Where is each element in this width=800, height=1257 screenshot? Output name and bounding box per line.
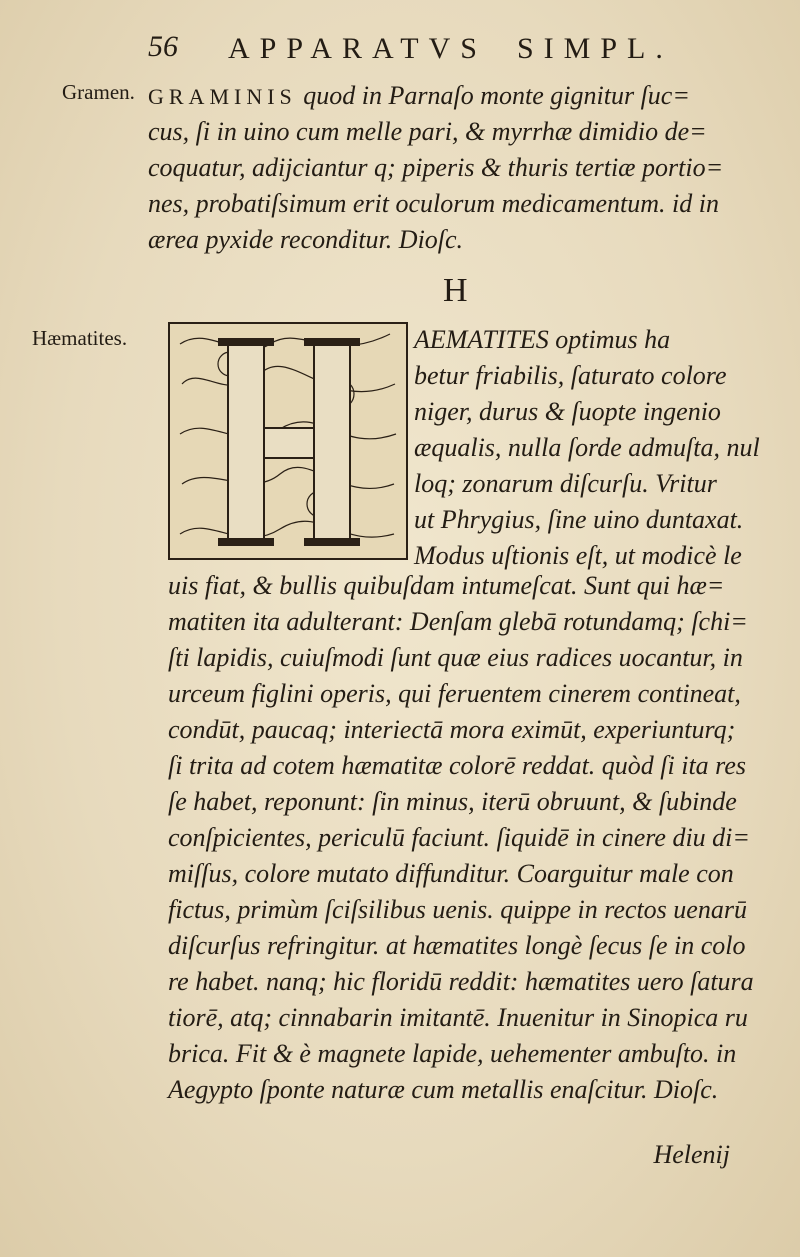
text-line: diſcurſus refringitur. at hæmatites longè ſecus ſe in colo <box>168 931 746 960</box>
text-line: ſe habet, reponunt: ſin minus, iterū obruunt, & ſubinde <box>168 787 737 816</box>
text-line: betur friabilis, ſaturato colore <box>414 361 727 390</box>
text-line: GRAMINIS quod in Parnaſo monte gignitur ſuc= <box>148 81 690 110</box>
section-initial: H <box>443 272 468 309</box>
text-line: æqualis, nulla ſorde admuſta, nul <box>414 433 760 462</box>
text-line: re habet. nanq; hic floridū reddit: hæmatites uero ſatura <box>168 967 754 996</box>
text-line: uis fiat, & bullis quibuſdam intumeſcat. Sunt qui hæ= <box>168 571 725 600</box>
text-line: tiorē, atq; cinnabarin imitantē. Inuenitur in Sinopica ru <box>168 1003 748 1032</box>
text-line: ut Phrygius, ſine uino duntaxat. <box>414 505 744 534</box>
small-caps-lead: GRAMINIS <box>148 84 297 109</box>
text-line: ſti lapidis, cuiuſmodi ſunt quæ eius radices uocantur, in <box>168 643 743 672</box>
text-line: matiten ita adulterant: Denſam glebā rotundamq; ſchi= <box>168 607 748 636</box>
text-line: condūt, paucaq; interiectā mora eximūt, experiunturq; <box>168 715 736 744</box>
text-line: Modus uſtionis eſt, ut modicè le <box>414 541 742 570</box>
running-head <box>228 32 703 66</box>
running-head-word-1: APPARATVS <box>228 32 487 65</box>
text-line: Aegypto ſponte naturæ cum metallis enaſcitur. Dioſc. <box>168 1075 719 1104</box>
paragraph-gramen <box>148 78 778 258</box>
text-line: nes, probatiſsimum erit oculorum medicamentum. id in <box>148 189 719 218</box>
decorated-initial-svg <box>170 324 406 558</box>
text-line: brica. Fit & è magnete lapide, uehementer ambuſto. in <box>168 1039 737 1068</box>
text-line: niger, durus & ſuopte ingenio <box>414 397 721 426</box>
decorated-initial-h-image <box>168 322 408 560</box>
text-line: coquatur, adijciantur q; piperis & thuris tertiæ portio= <box>148 153 724 182</box>
page-number: 56 <box>148 30 178 63</box>
paragraph-haematites <box>168 568 778 1108</box>
text-line: miſſus, colore mutato diffunditur. Coarguitur male con <box>168 859 734 888</box>
text-line: loq; zonarum diſcurſu. Vritur <box>414 469 717 498</box>
text-line: ſi trita ad cotem hæmatitæ colorē reddat. quòd ſi ita res <box>168 751 746 780</box>
text-line: urceum figlini operis, qui feruentem cinerem contineat, <box>168 679 741 708</box>
catchword: Helenij <box>653 1140 730 1169</box>
paragraph-haematites-beside-initial <box>414 322 780 574</box>
text-line: AEMATITES optimus ha <box>414 325 671 354</box>
margin-note-haematites: Hæmatites. <box>32 326 128 350</box>
text-line: conſpicientes, periculū faciunt. ſiquidē in cinere diu di= <box>168 823 750 852</box>
text-line: cus, ſi in uino cum melle pari, & myrrhæ dimidio de= <box>148 117 707 146</box>
margin-note-gramen: Gramen. <box>62 80 135 104</box>
text-line: fictus, primùm ſciſsilibus uenis. quippe in rectos uenarū <box>168 895 747 924</box>
page-header <box>0 30 800 70</box>
text-line: ærea pyxide reconditur. Dioſc. <box>148 225 464 254</box>
running-head-word-2: SIMPL. <box>516 32 673 65</box>
